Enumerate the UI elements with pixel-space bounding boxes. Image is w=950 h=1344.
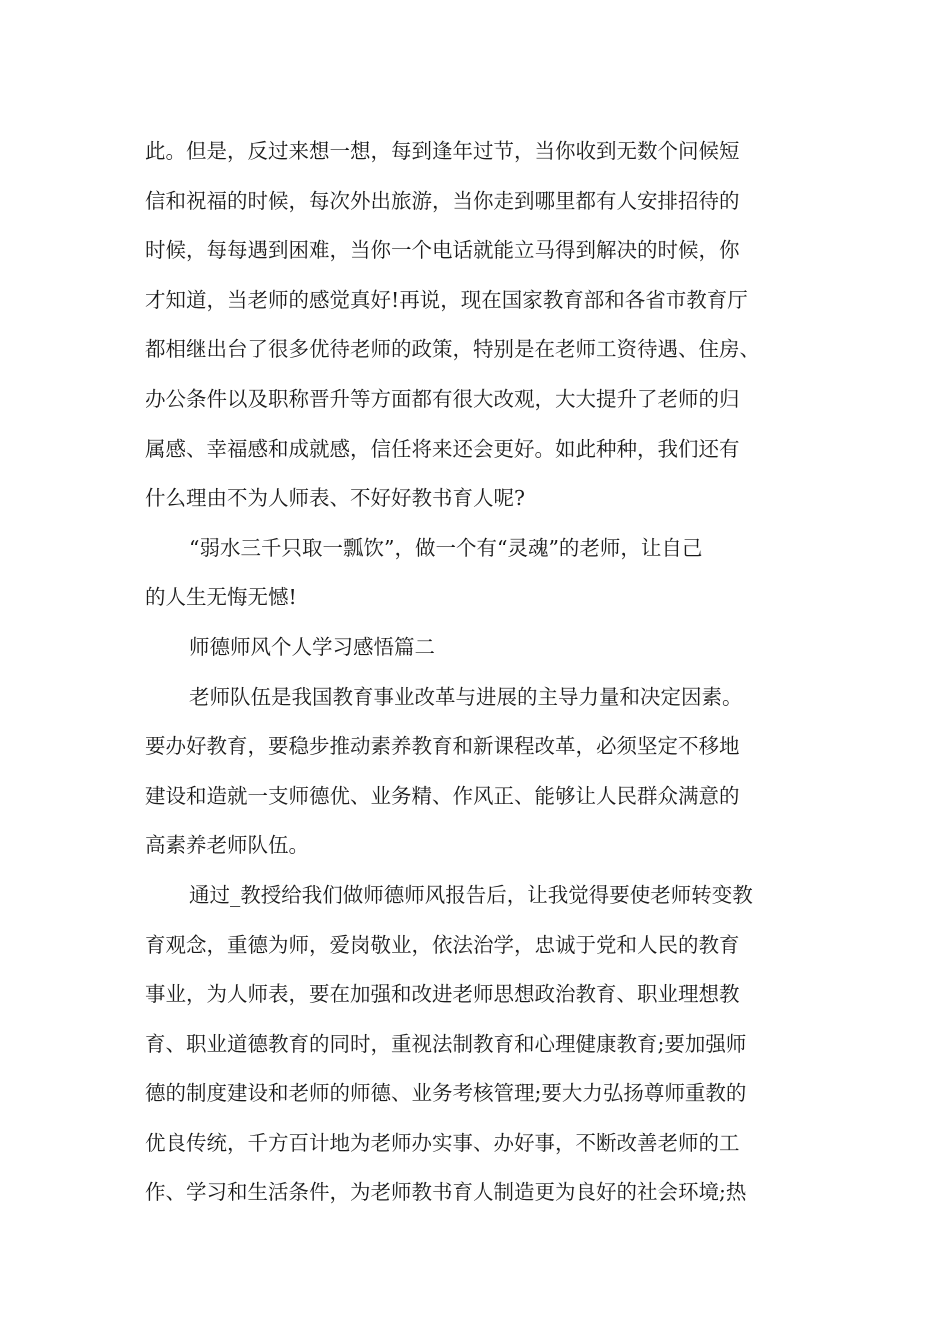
text-line: 通过_教授给我们做师德师风报告后，让我觉得要使老师转变教 — [189, 882, 753, 907]
text-line: 事业，为人师表，要在加强和改进老师思想政治教育、职业理想教 — [145, 982, 740, 1007]
text-line: 信和祝福的时候，每次外出旅游，当你走到哪里都有人安排招待的 — [145, 188, 740, 213]
text-line: 育观念，重德为师，爱岗敬业，依法治学，忠诚于党和人民的教育 — [145, 932, 740, 957]
text-line: 的人生无悔无憾! — [145, 585, 297, 610]
text-line: 时候，每每遇到困难，当你一个电话就能立马得到解决的时候，你 — [145, 238, 740, 263]
text-line: “弱水三千只取一瓢饮”，做一个有“灵魂”的老师，让自己 — [189, 535, 703, 560]
text-line: 建设和造就一支师德优、业务精、作风正、能够让人民群众满意的 — [145, 783, 740, 808]
body-text — [145, 127, 815, 1218]
text-line: 此。但是，反过来想一想，每到逢年过节，当你收到无数个问候短 — [145, 139, 740, 163]
text-line: 高素养老师队伍。 — [145, 833, 309, 858]
text-line: 办公条件以及职称晋升等方面都有很大改观，大大提升了老师的归 — [145, 386, 740, 411]
text-line: 要办好教育，要稳步推动素养教育和新课程改革，必须坚定不移地 — [145, 734, 740, 759]
text-line: 老师队伍是我国教育事业改革与进展的主导力量和决定因素。 — [189, 684, 743, 709]
text-line: 优良传统，千方百计地为老师办实事、办好事，不断改善老师的工 — [145, 1130, 740, 1155]
text-line: 育、职业道德教育的同时，重视法制教育和心理健康教育;要加强师 — [145, 1031, 747, 1056]
text-line: 都相继出台了很多优待老师的政策，特别是在老师工资待遇、住房、 — [145, 337, 760, 362]
text-line: 才知道，当老师的感觉真好!再说，现在国家教育部和各省市教育厅 — [145, 287, 748, 312]
section-heading: 师德师风个人学习感悟篇二 — [189, 634, 435, 659]
text-line: 属感、幸福感和成就感，信任将来还会更好。如此种种，我们还有 — [145, 436, 740, 461]
text-line: 什么理由不为人师表、不好好教书育人呢? — [145, 486, 525, 511]
text-line: 作、学习和生活条件，为老师教书育人制造更为良好的社会环境;热 — [145, 1180, 747, 1205]
text-line: 德的制度建设和老师的师德、业务考核管理;要大力弘扬尊师重教的 — [145, 1081, 747, 1106]
